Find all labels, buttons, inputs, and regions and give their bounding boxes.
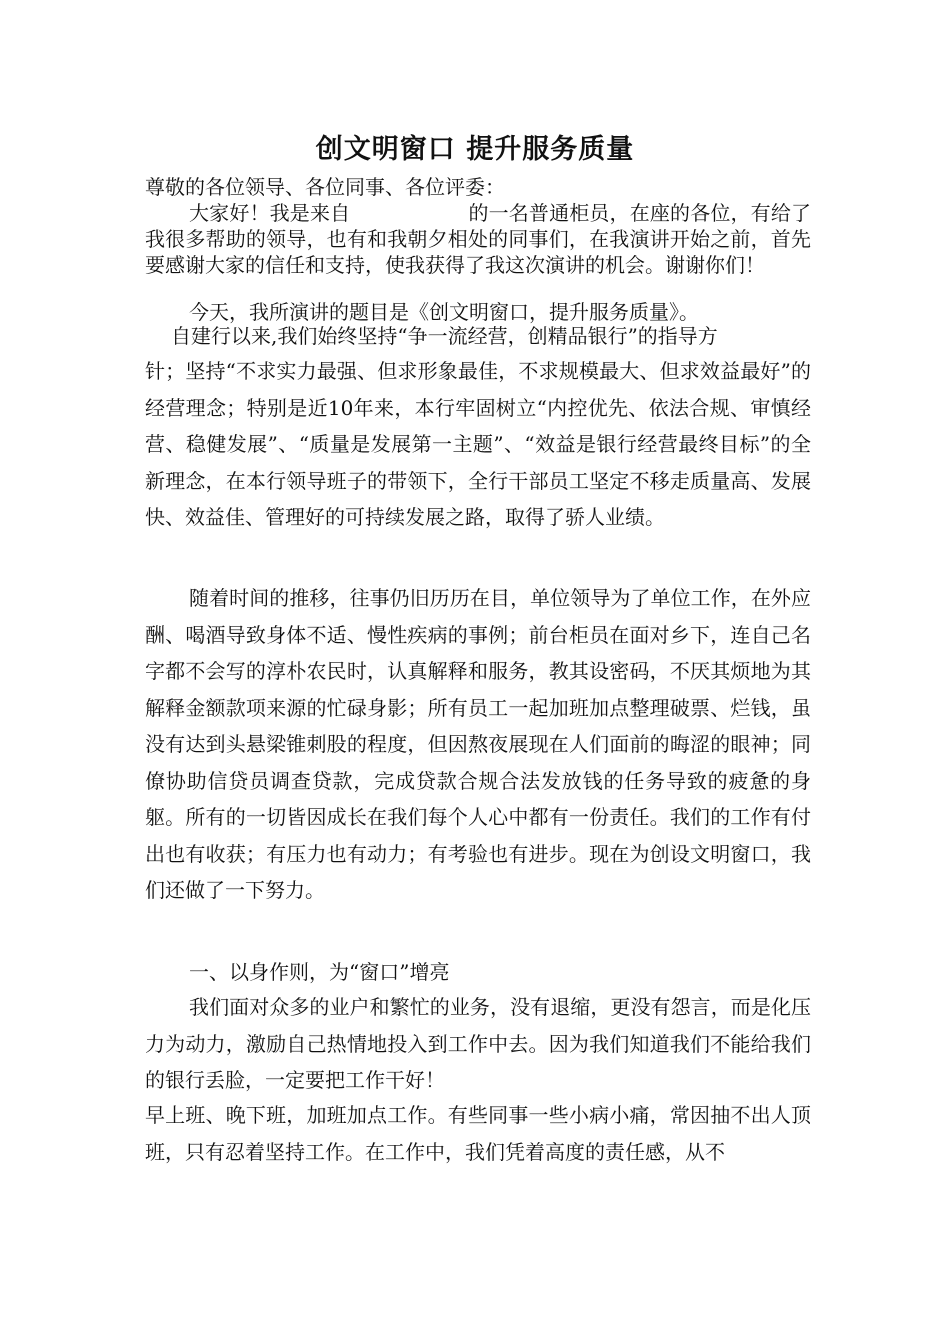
morning-paragraph: 早上班、晚下班，加班加点工作。有些同事一些小病小痛，常因抽不出人顶班，只有忍着坚持工作。在工作中，我们凭着高度的责任感，从不 — [145, 1103, 811, 1164]
history-first-line: 自建行以来,我们始终坚持“争一流经营，创精品银行”的指导方 — [171, 324, 718, 348]
section-heading-1: 一、以身作则，为“窗口”增亮 — [189, 960, 450, 984]
greeting-line: 尊敬的各位领导、各位同事、各位评委： — [145, 175, 505, 199]
time-paragraph: 随着时间的推移，往事仍旧历历在目，单位领导为了单位工作，在外应酬、喝酒导致身体不适、慢性疾病的事例；前台柜员在面对乡下，连自己名字都不会写的淳朴农民时，认真解释和服务，教其设密码，不厌其烦地为其解释金额款项来源的忙碌身影；所有员工一起加班加点整理破票、烂钱，虽没有达到头悬梁锥刺股的程度，但因熬夜展现在人们面前的晦涩的眼神；同僚协助信贷员调查贷款，完成贷款合规合法发放钱的任务导致的疲惫的身躯。所有的一切皆因成长在我们每个人心中都有一份责任。我们的工作有付出也有收获；有压力也有动力；有考验也有进步。现在为创设文明窗口，我们还做了一下努力。 — [145, 586, 811, 902]
intro-paragraph — [145, 200, 811, 278]
intro-text-before-blank: 大家好！我是来自 — [189, 201, 351, 225]
intro-text-after-blank: 的一名普通柜员，在座的各位，有给了我很多帮助的领导，也有和我朝夕相处的同事们，在我演讲开始之前，首先要感谢大家的信任和支持，使我获得了我这次演讲的机会。谢谢你们！ — [145, 201, 812, 277]
history-text: 针；坚持“不求实力最强、但求形象最佳，不求规模最大、但求效益最好”的经营理念；特别是近10年来，本行牢固树立“内控优先、依法合规、审慎经营、稳健发展”、“质量是发展第一主题”、“效益是银行经营最终目标”的全新理念，在本行领导班子的带领下，全行干部员工坚定不移走质量高、发展快、效益佳、管理好的可持续发展之路，取得了骄人业绩。 — [145, 359, 811, 529]
document-title: 创文明窗口 提升服务质量 — [315, 134, 635, 165]
history-paragraph — [145, 353, 811, 536]
work-paragraph: 我们面对众多的业户和繁忙的业务，没有退缩，更没有怨言，而是化压力为动力，激励自己热情地投入到工作中去。因为我们知道我们不能给我们的银行丢脸，一定要把工作干好！ — [145, 995, 811, 1092]
topic-paragraph: 今天，我所演讲的题目是《创文明窗口，提升服务质量》。 — [189, 300, 699, 324]
